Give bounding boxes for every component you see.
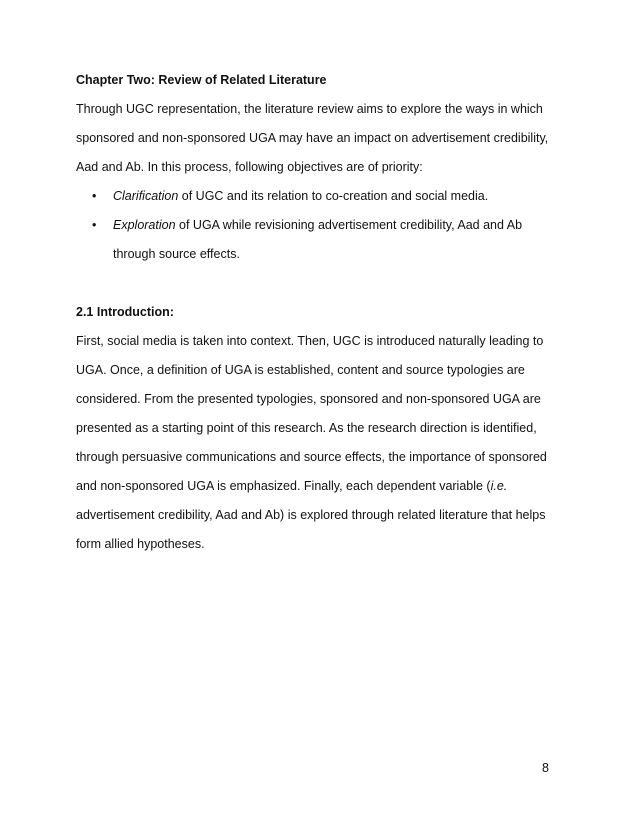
section-line-italic: i.e. (490, 479, 508, 493)
objective-continuation: through source effects. (113, 247, 240, 261)
intro-line: Aad and Ab. In this process, following objectives are of priority: (76, 160, 423, 174)
objective-text: of UGA while revisioning advertisement credibility, Aad and Ab (175, 218, 523, 232)
page-content (76, 66, 562, 559)
page-number: 8 (542, 761, 549, 775)
section-heading: 2.1 Introduction: (76, 305, 174, 319)
objectives-list (76, 182, 562, 269)
objective-item-exploration (76, 211, 562, 269)
objective-emphasis: Exploration (113, 218, 176, 232)
paragraph-spacer (76, 269, 562, 298)
section-line (76, 472, 562, 501)
objective-emphasis: Clarification (113, 189, 179, 203)
section-line: considered. From the presented typologies, sponsored and non-sponsored UGA are (76, 392, 541, 406)
objective-item-clarification (76, 182, 562, 211)
section-line: presented as a starting point of this research. As the research direction is identified, (76, 421, 537, 435)
section-paragraph (76, 327, 562, 559)
section-line: form allied hypotheses. (76, 537, 205, 551)
bullet-icon: • (92, 189, 97, 203)
intro-line: Through UGC representation, the literature review aims to explore the ways in which (76, 102, 543, 116)
section-line: UGA. Once, a definition of UGA is established, content and source typologies are (76, 363, 525, 377)
section-line-text: and non-sponsored UGA is emphasized. Finally, each dependent variable ( (76, 479, 491, 493)
intro-line: sponsored and non-sponsored UGA may have an impact on advertisement credibility, (76, 131, 549, 145)
section-line: advertisement credibility, Aad and Ab) is explored through related literature that helps (76, 508, 546, 522)
chapter-heading: Chapter Two: Review of Related Literature (76, 73, 327, 87)
section-line: through persuasive communications and source effects, the importance of sponsored (76, 450, 547, 464)
bullet-icon: • (92, 218, 97, 232)
intro-paragraph (76, 95, 562, 182)
objective-text: of UGC and its relation to co-creation and social media. (178, 189, 489, 203)
section-line: First, social media is taken into context. Then, UGC is introduced naturally leading to (76, 334, 544, 348)
